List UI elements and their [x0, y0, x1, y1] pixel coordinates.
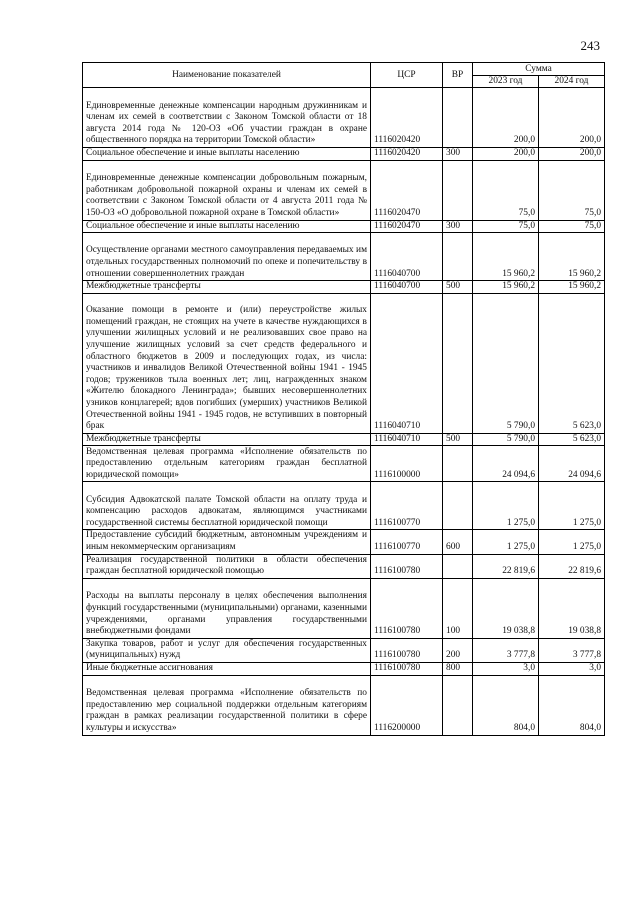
column-header-name: Наименование показателей — [83, 63, 371, 88]
row-csr: 1116100780 — [371, 578, 443, 638]
row-amount-2023: 75,0 — [473, 220, 539, 233]
table-row — [83, 482, 605, 530]
row-vr: 500 — [443, 433, 473, 446]
row-csr: 1116100780 — [371, 662, 443, 675]
row-vr — [443, 482, 473, 530]
table-row — [83, 530, 605, 554]
table-row — [83, 675, 605, 735]
row-name: Реализация государственной политики в области обеспечения граждан бесплатной юридической помощью — [83, 554, 371, 578]
row-vr: 100 — [443, 578, 473, 638]
row-amount-2023: 804,0 — [473, 675, 539, 735]
row-name: Единовременные денежные компенсации народным дружинникам и членам их семей в соответствии с Законом Томской области от 18 августа 2014 года № 120-ОЗ «Об участии граждан в охране общественного порядка на территории Томской области» — [83, 88, 371, 148]
row-amount-2024: 75,0 — [539, 220, 605, 233]
table-row — [83, 446, 605, 482]
row-csr: 1116100770 — [371, 482, 443, 530]
row-name: Предоставление субсидий бюджетным, автономным учреждениям и иным некоммерческим организациям — [83, 530, 371, 554]
row-csr: 1116040700 — [371, 233, 443, 281]
table-row — [83, 281, 605, 294]
row-name: Закупка товаров, работ и услуг для обеспечения государственных (муниципальных) нужд — [83, 638, 371, 662]
column-header-sum: Сумма — [473, 63, 605, 76]
column-header-vr: ВР — [443, 63, 473, 88]
row-amount-2023: 1 275,0 — [473, 482, 539, 530]
row-name: Осуществление органами местного самоуправления передаваемых им отдельных государственных полномочий по опеке и попечительству в отношении совершеннолетних граждан — [83, 233, 371, 281]
row-amount-2023: 15 960,2 — [473, 281, 539, 294]
row-amount-2023: 75,0 — [473, 160, 539, 220]
row-vr — [443, 88, 473, 148]
column-header-year-2023: 2023 год — [473, 76, 539, 88]
row-name: Расходы на выплаты персоналу в целях обеспечения выполнения функций государственными (муниципальными) органами, казенными учреждениями, органами управления государственными внебюджетными фондами — [83, 578, 371, 638]
row-amount-2023: 19 038,8 — [473, 578, 539, 638]
row-csr: 1116100000 — [371, 446, 443, 482]
row-csr: 1116100780 — [371, 638, 443, 662]
budget-table — [82, 62, 605, 736]
row-vr: 800 — [443, 662, 473, 675]
row-name: Единовременные денежные компенсации добровольным пожарным, работникам добровольной пожарной охраны и членам их семей в соответствии с Законом Томской области от 4 августа 2011 года № 150-ОЗ «О добровольной пожарной охране в Томской области» — [83, 160, 371, 220]
row-name: Иные бюджетные ассигнования — [83, 662, 371, 675]
row-amount-2024: 1 275,0 — [539, 482, 605, 530]
row-vr — [443, 233, 473, 281]
row-name: Ведомственная целевая программа «Исполнение обязательств по предоставлению мер социальной поддержки отдельным категориям граждан в рамках реализации государственной политики в сфере культуры и искусства» — [83, 675, 371, 735]
row-name: Субсидия Адвокатской палате Томской области на оплату труда и компенсацию расходов адвокатам, являющимся участниками государственной системы бесплатной юридической помощи — [83, 482, 371, 530]
table-header — [83, 63, 605, 88]
row-name: Социальное обеспечение и иные выплаты населению — [83, 220, 371, 233]
row-amount-2024: 5 623,0 — [539, 433, 605, 446]
row-vr — [443, 446, 473, 482]
table-row — [83, 233, 605, 281]
row-amount-2023: 5 790,0 — [473, 293, 539, 433]
row-amount-2024: 3 777,8 — [539, 638, 605, 662]
row-name: Ведомственная целевая программа «Исполнение обязательств по предоставлению отдельным категориям граждан бесплатной юридической помощи» — [83, 446, 371, 482]
table-row — [83, 578, 605, 638]
row-csr: 1116200000 — [371, 675, 443, 735]
row-amount-2023: 15 960,2 — [473, 233, 539, 281]
table-row — [83, 148, 605, 161]
row-vr: 600 — [443, 530, 473, 554]
table-row — [83, 293, 605, 433]
row-amount-2024: 200,0 — [539, 148, 605, 161]
row-amount-2023: 5 790,0 — [473, 433, 539, 446]
row-vr — [443, 554, 473, 578]
row-name: Межбюджетные трансферты — [83, 433, 371, 446]
row-amount-2023: 24 094,6 — [473, 446, 539, 482]
row-amount-2024: 24 094,6 — [539, 446, 605, 482]
row-amount-2024: 15 960,2 — [539, 281, 605, 294]
row-amount-2023: 22 819,6 — [473, 554, 539, 578]
table-row — [83, 160, 605, 220]
row-csr: 1116100770 — [371, 530, 443, 554]
row-amount-2023: 3 777,8 — [473, 638, 539, 662]
row-name: Межбюджетные трансферты — [83, 281, 371, 294]
row-amount-2024: 3,0 — [539, 662, 605, 675]
row-name: Социальное обеспечение и иные выплаты населению — [83, 148, 371, 161]
row-csr: 1116040700 — [371, 281, 443, 294]
column-header-csr: ЦСР — [371, 63, 443, 88]
row-csr: 1116040710 — [371, 293, 443, 433]
row-vr: 300 — [443, 148, 473, 161]
row-csr: 1116020470 — [371, 160, 443, 220]
row-amount-2023: 1 275,0 — [473, 530, 539, 554]
row-amount-2023: 200,0 — [473, 148, 539, 161]
row-amount-2023: 200,0 — [473, 88, 539, 148]
column-header-year-2024: 2024 год — [539, 76, 605, 88]
row-amount-2024: 1 275,0 — [539, 530, 605, 554]
table-body — [83, 88, 605, 736]
row-amount-2023: 3,0 — [473, 662, 539, 675]
row-csr: 1116020420 — [371, 88, 443, 148]
table-row — [83, 433, 605, 446]
row-csr: 1116040710 — [371, 433, 443, 446]
row-csr: 1116020470 — [371, 220, 443, 233]
row-vr — [443, 293, 473, 433]
row-amount-2024: 5 623,0 — [539, 293, 605, 433]
table-row — [83, 662, 605, 675]
row-vr: 300 — [443, 220, 473, 233]
row-amount-2024: 804,0 — [539, 675, 605, 735]
row-amount-2024: 15 960,2 — [539, 233, 605, 281]
row-csr: 1116020420 — [371, 148, 443, 161]
table-row — [83, 638, 605, 662]
table-row — [83, 220, 605, 233]
row-vr — [443, 675, 473, 735]
row-amount-2024: 22 819,6 — [539, 554, 605, 578]
row-name: Оказание помощи в ремонте и (или) переустройстве жилых помещений граждан, не стоящих на учете в качестве нуждающихся в улучшении жилищных условий и не реализовавших свое право на улучшение жилищных условий за счет средств федерального и областного бюджетов в 2009 и последующих годах, из числа: участников и инвалидов Великой Отечественной войны 1941 - 1945 годов; тружеников тыла военных лет; лиц, награжденных знаком «Жителю блокадного Ленинграда»; бывших несовершеннолетних узников концлагерей; вдов погибших (умерших) участников Великой Отечественной войны 1941 - 1945 годов, не вступивших в повторный брак — [83, 293, 371, 433]
row-amount-2024: 75,0 — [539, 160, 605, 220]
table-row — [83, 554, 605, 578]
page-number: 243 — [580, 38, 600, 53]
table-row — [83, 88, 605, 148]
row-vr — [443, 160, 473, 220]
row-csr: 1116100780 — [371, 554, 443, 578]
row-vr: 500 — [443, 281, 473, 294]
row-amount-2024: 19 038,8 — [539, 578, 605, 638]
row-vr: 200 — [443, 638, 473, 662]
row-amount-2024: 200,0 — [539, 88, 605, 148]
